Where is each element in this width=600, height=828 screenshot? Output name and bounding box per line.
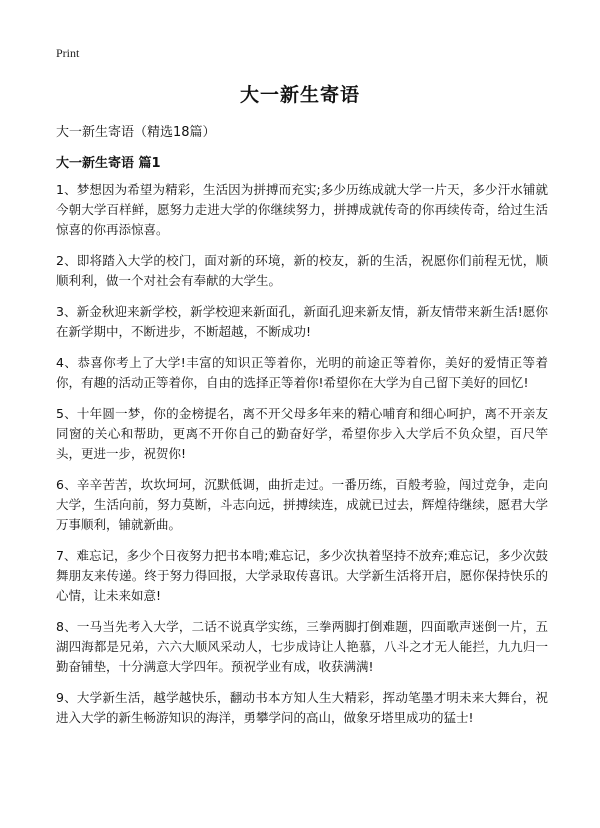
paragraph-item: 2、即将踏入大学的校门，面对新的环境，新的校友，新的生活，祝愿你们前程无忧，顺顺利利，做一个对社会有奉献的大学生。 xyxy=(56,253,548,288)
paragraph-list xyxy=(56,180,548,739)
paragraph-item: 5、十年圆一梦，你的金榜提名，离不开父母多年来的精心哺育和细心呵护，离不开亲友同窗的关心和帮助，更离不开你自己的勤奋好学，希望你步入大学后不负众望，百尺竿头，更进一步，祝贺你! xyxy=(56,406,548,461)
paragraph-item: 3、新金秋迎来新学校，新学校迎来新面孔，新面孔迎来新友情，新友情带来新生活!愿你在新学期中，不断进步，不断超越，不断成功! xyxy=(56,304,548,339)
document-subtitle: 大一新生寄语（精选18篇） xyxy=(56,125,216,140)
paragraph-item: 4、恭喜你考上了大学!丰富的知识正等着你，光明的前途正等着你，美好的爱情正等着你，有趣的活动正等着你，自由的选择正等着你!希望你在大学为自己留下美好的回忆! xyxy=(56,355,548,390)
paragraph-item: 7、难忘记，多少个日夜努力把书本啃;难忘记，多少次执着坚持不放弃;难忘记，多少次鼓舞朋友来传递。终于努力得回报，大学录取传喜讯。大学新生活将开启，愿你保持快乐的心情，让未来如意! xyxy=(56,548,548,603)
page-title: 大一新生寄语 xyxy=(239,84,360,106)
paragraph-item: 9、大学新生活，越学越快乐，翻动书本方知人生大精彩，挥动笔墨才明未来大舞台，祝进入大学的新生畅游知识的海洋，勇攀学问的高山，做象牙塔里成功的猛士! xyxy=(56,690,548,725)
paragraph-item: 1、梦想因为希望为精彩，生活因为拼搏而充实;多少历练成就大学一片天，多少汗水铺就今朝大学百样鲜，愿努力走进大学的你继续努力，拼搏成就传奇的你再续传奇，给过生活惊喜的你再添惊喜。 xyxy=(56,182,548,237)
print-link[interactable]: Print xyxy=(56,46,80,60)
section-heading: 大一新生寄语 篇1 xyxy=(56,156,161,171)
paragraph-item: 6、辛辛苦苦，坎坎坷坷，沉默低调，曲折走过。一番历练，百般考验，闯过竞争，走向大学，生活向前，努力莫断，斗志向远，拼搏续连，成就已过去，辉煌待继续，愿君大学万事顺利，铺就新曲。 xyxy=(56,477,548,532)
paragraph-item: 8、一马当先考入大学，二话不说真学实练，三拳两脚打倒难题，四面歌声迷倒一片，五湖四海都是兄弟，六六大顺风采动人，七步成诗让人艳慕，八斗之才无人能拦，九九归一勤奋铺垫，十分满意大学四年。预祝学业有成，收获满满! xyxy=(56,619,548,674)
